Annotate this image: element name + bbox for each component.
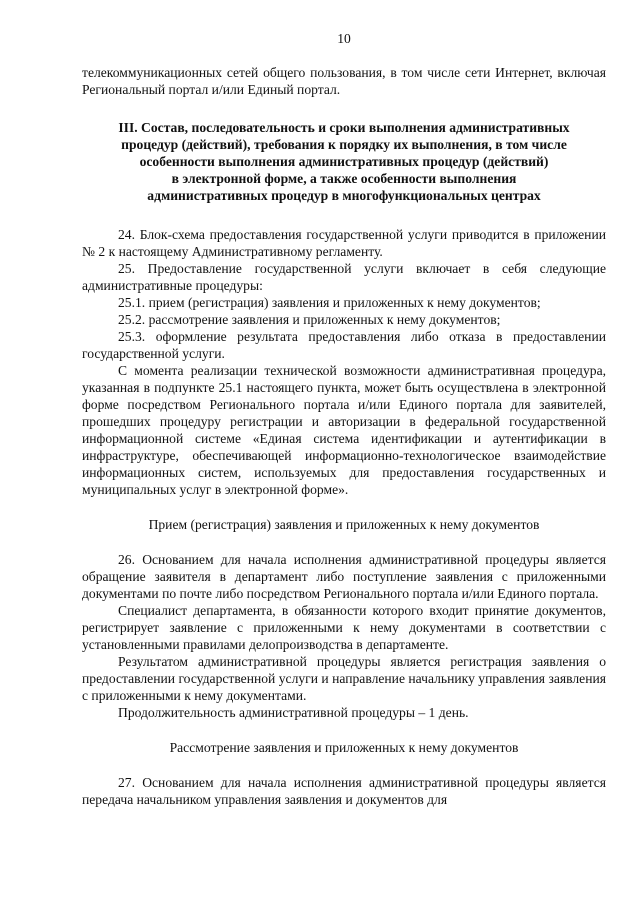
paragraph-25: 25. Предоставление государственной услуги включает в себя следующие административные процедуры: — [82, 261, 606, 293]
paragraph-electronic-form: С момента реализации технической возможности административная процедура, указанная в подпункте 25.1 настоящего пункта, может быть осуществлена в электронной форме посредством Регионального портала и/или Единого портала для заявителей, прошедших процедуру регистрации и авторизации в федеральной государственной информационной системе «Единая система идентификации и аутентификации в инфраструктуре, обеспечивающей информационно-технологическое взаимодействие информационных систем, используемых для предоставления государственных и муниципальных услуг в электронной форме». — [82, 363, 606, 497]
section-title-line: особенности выполнения административных процедур (действий) — [139, 154, 549, 169]
paragraph-26: 26. Основанием для начала исполнения административной процедуры является обращение заявителя в департамент либо поступление заявления с приложенными документами по почте либо посредством Регионального портала и/или Единого портала. — [82, 552, 606, 601]
paragraph-25-3: 25.3. оформление результата предоставления либо отказа в предоставлении государственной услуги. — [82, 329, 606, 361]
paragraph-25-2: 25.2. рассмотрение заявления и приложенных к нему документов; — [118, 312, 501, 327]
paragraph-27: 27. Основанием для начала исполнения административной процедуры является передача начальником управления заявления и документов для — [82, 775, 606, 807]
page-number: 10 — [337, 31, 351, 46]
paragraph-25-1: 25.1. прием (регистрация) заявления и приложенных к нему документов; — [118, 295, 541, 310]
subheading-review: Рассмотрение заявления и приложенных к нему документов — [169, 740, 519, 755]
intro-paragraph: телекоммуникационных сетей общего пользования, в том числе сети Интернет, включая Региональный портал и/или Единый портал. — [82, 65, 606, 97]
section-title-line: процедур (действий), требования к порядку их выполнения, в том числе — [121, 137, 567, 152]
paragraph-duration: Продолжительность административной процедуры – 1 день. — [118, 705, 469, 720]
section-title — [82, 119, 606, 204]
section-title-line: III. Состав, последовательность и сроки выполнения административных — [118, 120, 570, 135]
section-title-line: в электронной форме, а также особенности выполнения — [171, 171, 517, 186]
subheading-reception: Прием (регистрация) заявления и приложенных к нему документов — [148, 517, 540, 532]
paragraph-result: Результатом административной процедуры является регистрация заявления о предоставлении государственной услуги и направление начальнику управления заявления с приложенными к нему документами. — [82, 654, 606, 703]
section-title-line: административных процедур в многофункциональных центрах — [147, 188, 541, 203]
paragraph-24: 24. Блок-схема предоставления государственной услуги приводится в приложении № 2 к настоящему Административному регламенту. — [82, 227, 606, 259]
paragraph-specialist: Специалист департамента, в обязанности которого входит принятие документов, регистрирует заявление с приложенными к нему документами в соответствии с установленными правилами делопроизводства в департаменте. — [82, 603, 606, 652]
